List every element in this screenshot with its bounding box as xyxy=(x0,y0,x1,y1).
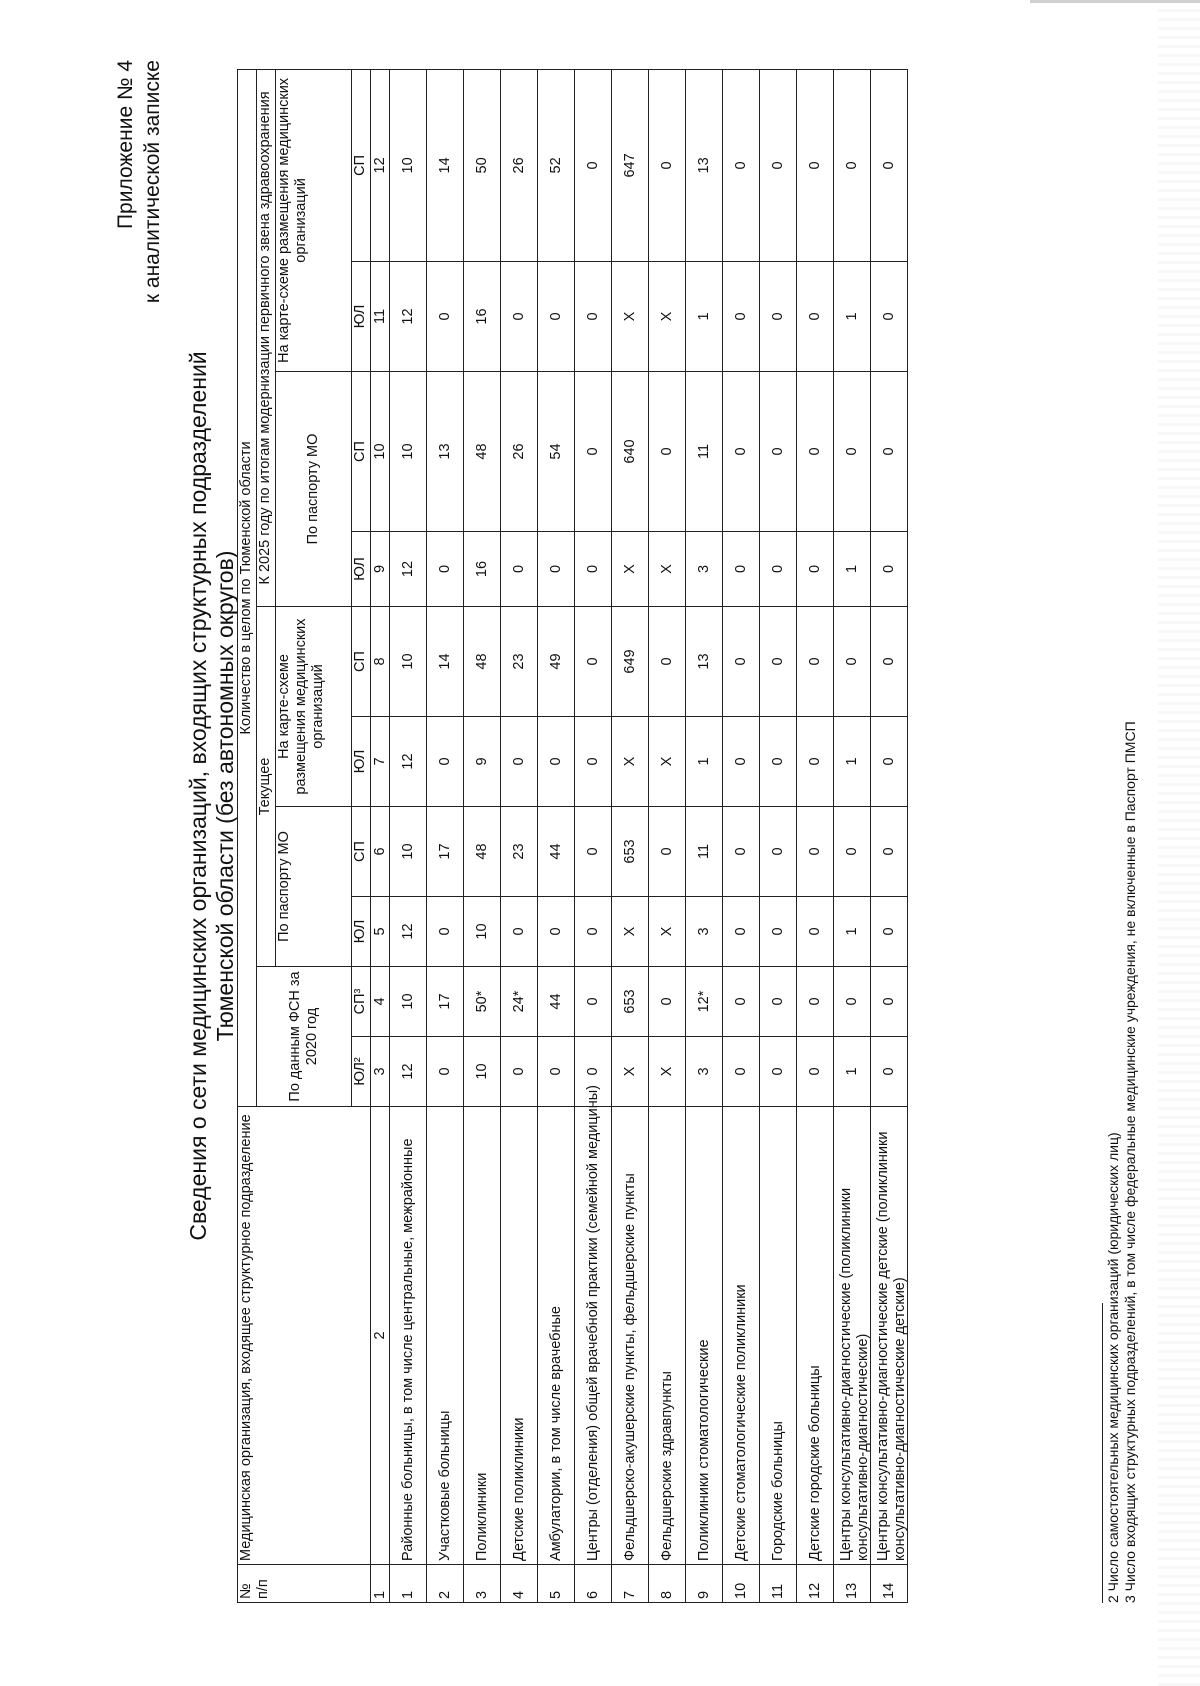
value-cell: 3 xyxy=(686,1037,723,1107)
value-cell: 0 xyxy=(723,717,760,807)
value-cell: 0 xyxy=(871,897,908,967)
row-number: 14 xyxy=(871,1565,908,1603)
header-ul: ЮЛ xyxy=(352,897,371,967)
value-cell: 12 xyxy=(390,532,427,607)
row-number: 7 xyxy=(612,1565,649,1603)
value-cell: 0 xyxy=(797,717,834,807)
appendix-line-2: к аналитической записке xyxy=(141,60,164,304)
row-organization-type xyxy=(649,1107,686,1565)
value-cell: 11 xyxy=(686,807,723,897)
value-cell: 0 xyxy=(501,262,538,372)
row-number: 9 xyxy=(686,1565,723,1603)
value-cell: 0 xyxy=(797,69,834,261)
header-total: Количество в целом по Тюменской области xyxy=(238,69,257,1106)
value-cell: 14 xyxy=(427,69,464,261)
row-organization-label: Фельдшерские здравпункты xyxy=(658,1371,675,1561)
value-cell: 50* xyxy=(464,967,501,1037)
value-cell: 0 xyxy=(575,532,612,607)
value-cell: 3 xyxy=(686,532,723,607)
value-cell: 0 xyxy=(723,372,760,532)
row-organization-label: Центры консультативно-диагностические детские (поликлиники консультативно-диагностические детские) xyxy=(875,1131,908,1561)
table-row xyxy=(760,69,797,1602)
row-number: 10 xyxy=(723,1565,760,1603)
value-cell: 0 xyxy=(575,807,612,897)
value-cell: 0 xyxy=(797,607,834,717)
value-cell: 1 xyxy=(834,897,871,967)
row-organization-label: Фельдшерско-акушерские пункты, фельдшерские пункты xyxy=(621,1173,638,1561)
value-cell: 48 xyxy=(464,607,501,717)
value-cell: 44 xyxy=(538,967,575,1037)
value-cell: 0 xyxy=(871,807,908,897)
row-organization-type xyxy=(538,1107,575,1565)
row-organization-label: Участковые больницы xyxy=(436,1410,453,1561)
header-current-map: На карте-схеме размещения медицинских организаций xyxy=(276,607,352,807)
value-cell: 653 xyxy=(612,807,649,897)
header-organization: Медицинская организация, входящее структурное подразделение xyxy=(238,1107,371,1565)
value-cell: 0 xyxy=(871,532,908,607)
index-cell: 2 xyxy=(371,1107,390,1565)
value-cell: 0 xyxy=(871,262,908,372)
value-cell: 0 xyxy=(760,262,797,372)
value-cell: 26 xyxy=(501,69,538,261)
header-ul: ЮЛ xyxy=(352,532,371,607)
value-cell: 0 xyxy=(575,897,612,967)
table-row xyxy=(649,69,686,1602)
value-cell: 0 xyxy=(501,897,538,967)
value-cell: 12* xyxy=(686,967,723,1037)
value-cell: 0 xyxy=(723,532,760,607)
value-cell: 0 xyxy=(538,1037,575,1107)
value-cell: Х xyxy=(649,1037,686,1107)
row-organization-label: Детские поликлиники xyxy=(510,1417,527,1561)
table-row xyxy=(464,69,501,1602)
value-cell: 1 xyxy=(834,532,871,607)
value-cell: 52 xyxy=(538,69,575,261)
title-line-2: Тюменской области (без автономных округов) xyxy=(212,550,238,1042)
value-cell: 1 xyxy=(686,262,723,372)
header-ul-fsn: ЮЛ² xyxy=(352,1037,371,1107)
value-cell: 0 xyxy=(760,1037,797,1107)
index-cell: 3 xyxy=(371,1037,390,1107)
value-cell: 0 xyxy=(575,69,612,261)
value-cell: 0 xyxy=(723,897,760,967)
table-row xyxy=(501,69,538,1602)
value-cell: 0 xyxy=(760,967,797,1037)
value-cell: 1 xyxy=(686,717,723,807)
value-cell: 12 xyxy=(390,717,427,807)
value-cell: 0 xyxy=(649,967,686,1037)
row-number: 12 xyxy=(797,1565,834,1603)
row-organization-type xyxy=(390,1107,427,1565)
value-cell: 48 xyxy=(464,372,501,532)
value-cell: 647 xyxy=(612,69,649,261)
index-cell: 9 xyxy=(371,532,390,607)
value-cell: 50 xyxy=(464,69,501,261)
header-sp: СП xyxy=(352,807,371,897)
value-cell: 0 xyxy=(649,69,686,261)
row-organization-type xyxy=(686,1107,723,1565)
index-cell: 1 xyxy=(371,1565,390,1603)
value-cell: 10 xyxy=(390,967,427,1037)
value-cell: 0 xyxy=(427,897,464,967)
header-fsn: По данным ФСН за 2020 год xyxy=(257,967,352,1107)
value-cell: 0 xyxy=(834,69,871,261)
footnote-rule xyxy=(1102,1303,1103,1603)
value-cell: Х xyxy=(612,1037,649,1107)
value-cell: 0 xyxy=(427,532,464,607)
value-cell: 0 xyxy=(760,372,797,532)
value-cell: 0 xyxy=(501,717,538,807)
value-cell: 44 xyxy=(538,807,575,897)
value-cell: Х xyxy=(612,717,649,807)
value-cell: 48 xyxy=(464,807,501,897)
value-cell: 0 xyxy=(723,607,760,717)
title-line-1: Сведения о сети медицинских организаций, входящих структурных подразделений xyxy=(185,351,211,1241)
table-row xyxy=(538,69,575,1602)
value-cell: 0 xyxy=(723,967,760,1037)
value-cell: 0 xyxy=(760,897,797,967)
row-organization-label: Центры консультативно-диагностические (поликлиники консультативно-диагностические) xyxy=(838,1187,871,1561)
header-ul: ЮЛ xyxy=(352,262,371,372)
value-cell: Х xyxy=(649,897,686,967)
value-cell: 49 xyxy=(538,607,575,717)
value-cell: 13 xyxy=(686,69,723,261)
header-ul: ЮЛ xyxy=(352,717,371,807)
row-number: 6 xyxy=(575,1565,612,1603)
value-cell: 0 xyxy=(649,807,686,897)
index-cell: 6 xyxy=(371,807,390,897)
value-cell: 0 xyxy=(834,967,871,1037)
value-cell: 0 xyxy=(834,807,871,897)
header-current-passport: По паспорту МО xyxy=(276,807,352,967)
index-cell: 10 xyxy=(371,372,390,532)
header-num: № п/п xyxy=(238,1565,371,1603)
value-cell: 14 xyxy=(427,607,464,717)
value-cell: 0 xyxy=(575,607,612,717)
row-number: 13 xyxy=(834,1565,871,1603)
index-cell: 8 xyxy=(371,607,390,717)
row-organization-label: Городские больницы xyxy=(769,1421,786,1561)
column-index-row xyxy=(371,69,390,1602)
row-number: 3 xyxy=(464,1565,501,1603)
row-organization-type xyxy=(427,1107,464,1565)
value-cell: 0 xyxy=(723,807,760,897)
value-cell: 0 xyxy=(760,532,797,607)
value-cell: 649 xyxy=(612,607,649,717)
row-organization-label: Детские стоматологические поликлиники xyxy=(732,1284,749,1561)
value-cell: 23 xyxy=(501,607,538,717)
document-title xyxy=(185,206,239,1386)
table-row xyxy=(723,69,760,1602)
value-cell: 0 xyxy=(538,262,575,372)
value-cell: 1 xyxy=(834,717,871,807)
row-organization-type xyxy=(501,1107,538,1565)
value-cell: 1 xyxy=(834,262,871,372)
value-cell: 54 xyxy=(538,372,575,532)
value-cell: 0 xyxy=(575,1037,612,1107)
row-organization-type xyxy=(871,1107,908,1565)
value-cell: 0 xyxy=(797,967,834,1037)
value-cell: 3 xyxy=(686,897,723,967)
value-cell: 0 xyxy=(797,807,834,897)
value-cell: 0 xyxy=(871,372,908,532)
value-cell: 13 xyxy=(686,607,723,717)
value-cell: 0 xyxy=(575,262,612,372)
value-cell: 0 xyxy=(834,372,871,532)
value-cell: 0 xyxy=(871,1037,908,1107)
table-row xyxy=(834,69,871,1602)
value-cell: 0 xyxy=(871,717,908,807)
value-cell: 26 xyxy=(501,372,538,532)
header-target-map: На карте-схеме размещения медицинских организаций xyxy=(276,69,352,371)
row-organization-label: Детские городские больницы xyxy=(806,1365,823,1561)
row-organization-label: Районные больницы, в том числе центральные, межрайонные xyxy=(399,1138,416,1561)
table-row xyxy=(686,69,723,1602)
row-organization-type xyxy=(575,1085,612,1565)
value-cell: 13 xyxy=(427,372,464,532)
value-cell: 0 xyxy=(871,607,908,717)
row-organization-label: Поликлиники стоматологические xyxy=(695,1339,712,1561)
header-target-passport: По паспорту МО xyxy=(276,372,352,607)
value-cell: 0 xyxy=(797,897,834,967)
table-row xyxy=(797,69,834,1602)
row-organization-type xyxy=(834,1107,871,1565)
footnote-3: 3 Число входящих структурных подразделений, в том числе федеральные медицинские учреждения, не включенные в Паспорт ПМСП xyxy=(1122,721,1138,1603)
table-row xyxy=(390,69,427,1602)
index-cell: 12 xyxy=(371,69,390,261)
value-cell: 0 xyxy=(501,1037,538,1107)
value-cell: 0 xyxy=(538,897,575,967)
value-cell: Х xyxy=(612,532,649,607)
value-cell: Х xyxy=(612,262,649,372)
value-cell: 0 xyxy=(797,1037,834,1107)
row-organization-type xyxy=(464,1107,501,1565)
value-cell: 1 xyxy=(834,1037,871,1107)
value-cell: 24* xyxy=(501,967,538,1037)
appendix-line-1: Приложение № 4 xyxy=(114,60,137,230)
value-cell: 0 xyxy=(797,532,834,607)
index-cell: 11 xyxy=(371,262,390,372)
row-number: 5 xyxy=(538,1565,575,1603)
value-cell: Х xyxy=(612,897,649,967)
value-cell: 0 xyxy=(760,807,797,897)
value-cell: 17 xyxy=(427,967,464,1037)
value-cell: 10 xyxy=(464,1037,501,1107)
value-cell: 0 xyxy=(760,69,797,261)
header-sp: СП xyxy=(352,69,371,261)
value-cell: 12 xyxy=(390,1037,427,1107)
value-cell: 10 xyxy=(390,69,427,261)
value-cell: 653 xyxy=(612,967,649,1037)
value-cell: 0 xyxy=(797,262,834,372)
header-sp: СП xyxy=(352,372,371,532)
value-cell: 0 xyxy=(760,607,797,717)
value-cell: 10 xyxy=(390,807,427,897)
row-organization-type xyxy=(723,1107,760,1565)
row-organization-label: Центры (отделения) общей врачебной практики (семейной медицины) xyxy=(584,1085,601,1561)
value-cell: 0 xyxy=(649,372,686,532)
header-current: Текущее xyxy=(257,607,276,967)
row-organization-label: Поликлиники xyxy=(473,1472,490,1561)
footnote-2: 2 Число самостоятельных медицинских организаций (юридических лиц) xyxy=(1105,1132,1121,1603)
value-cell: 23 xyxy=(501,807,538,897)
value-cell: 10 xyxy=(464,897,501,967)
value-cell: 0 xyxy=(723,69,760,261)
row-organization-type xyxy=(760,1107,797,1565)
footnotes xyxy=(1102,703,1139,1603)
value-cell: 0 xyxy=(575,372,612,532)
table-row xyxy=(427,69,464,1602)
value-cell: 9 xyxy=(464,717,501,807)
appendix-note xyxy=(112,60,166,303)
row-number: 4 xyxy=(501,1565,538,1603)
value-cell: 10 xyxy=(390,607,427,717)
row-organization-label: Амбулатории, в том числе врачебные xyxy=(547,1306,564,1561)
index-cell: 5 xyxy=(371,897,390,967)
value-cell: 12 xyxy=(390,262,427,372)
value-cell: 0 xyxy=(834,607,871,717)
value-cell: 10 xyxy=(390,372,427,532)
row-organization-type xyxy=(797,1107,834,1565)
value-cell: 0 xyxy=(538,532,575,607)
value-cell: 0 xyxy=(649,607,686,717)
header-sp-fsn: СП³ xyxy=(352,967,371,1037)
value-cell: 0 xyxy=(871,967,908,1037)
row-number: 1 xyxy=(390,1565,427,1603)
header-target-2025: К 2025 году по итогам модернизации первичного звена здравоохранения xyxy=(257,69,276,606)
value-cell: 0 xyxy=(427,262,464,372)
value-cell: 0 xyxy=(760,717,797,807)
row-number: 8 xyxy=(649,1565,686,1603)
value-cell: 0 xyxy=(501,532,538,607)
value-cell: Х xyxy=(649,262,686,372)
value-cell: 16 xyxy=(464,532,501,607)
header-sp: СП xyxy=(352,607,371,717)
table-row xyxy=(575,69,612,1602)
value-cell: 12 xyxy=(390,897,427,967)
value-cell: Х xyxy=(649,532,686,607)
value-cell: 0 xyxy=(427,1037,464,1107)
value-cell: 0 xyxy=(575,967,612,1037)
medical-network-table xyxy=(237,69,908,1603)
row-number: 2 xyxy=(427,1565,464,1603)
value-cell: 0 xyxy=(723,262,760,372)
value-cell: 11 xyxy=(686,372,723,532)
value-cell: 0 xyxy=(575,717,612,807)
value-cell: 0 xyxy=(427,717,464,807)
index-cell: 4 xyxy=(371,967,390,1037)
value-cell: Х xyxy=(649,717,686,807)
value-cell: 0 xyxy=(723,1037,760,1107)
table-row xyxy=(871,69,908,1602)
table-row xyxy=(612,69,649,1602)
row-organization-type xyxy=(612,1107,649,1565)
value-cell: 16 xyxy=(464,262,501,372)
index-cell: 7 xyxy=(371,717,390,807)
row-number: 11 xyxy=(760,1565,797,1603)
value-cell: 640 xyxy=(612,372,649,532)
value-cell: 0 xyxy=(871,69,908,261)
value-cell: 0 xyxy=(797,372,834,532)
value-cell: 17 xyxy=(427,807,464,897)
value-cell: 0 xyxy=(538,717,575,807)
